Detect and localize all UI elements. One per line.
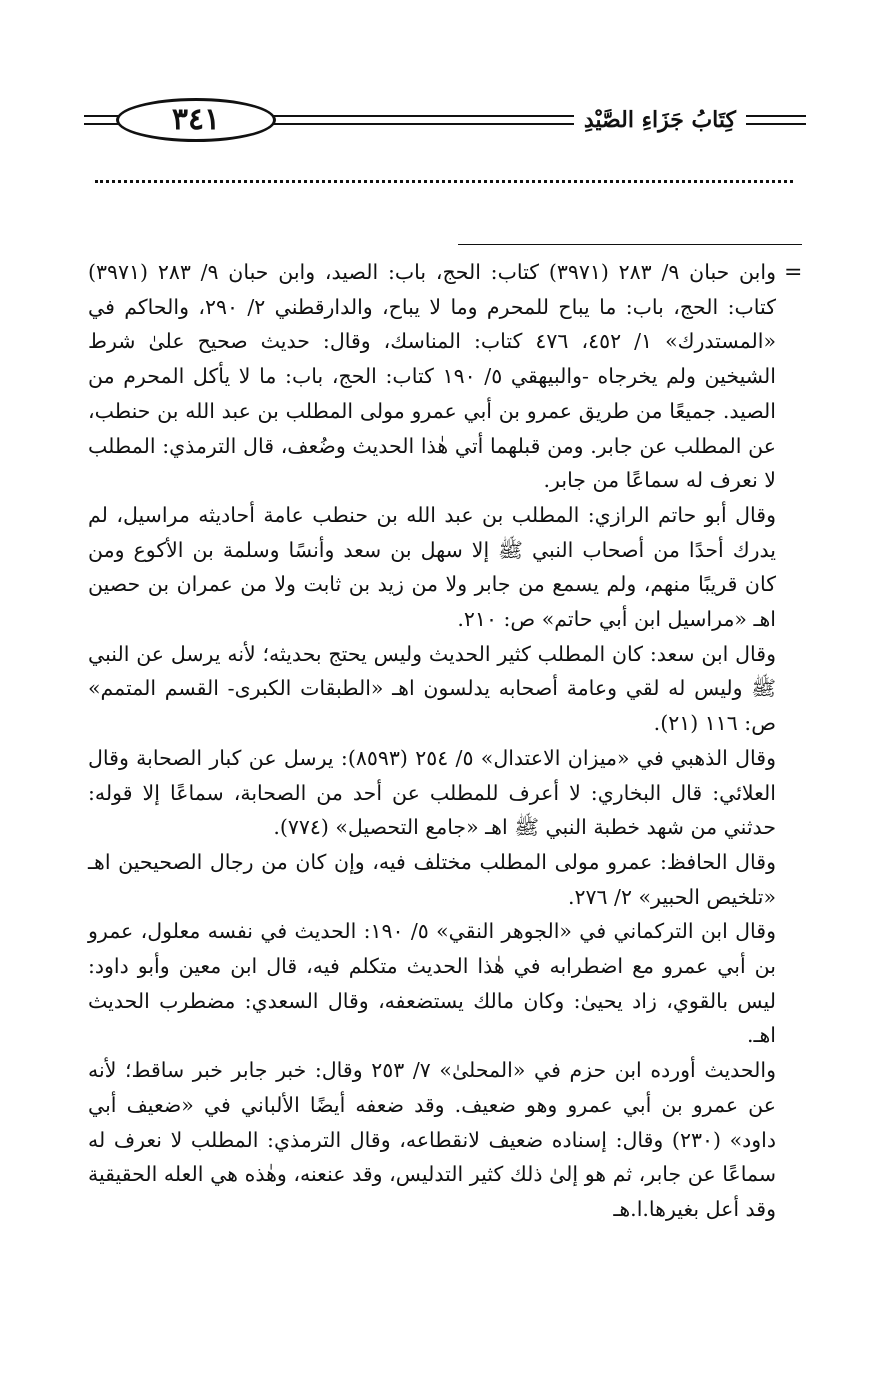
book-title: كِتَابُ جَزَاءِ الصَّيْدِ (574, 102, 746, 138)
footnote-paragraph: وقال ابن سعد: كان المطلب كثير الحديث وليس يحتج بحديثه؛ لأنه يرسل عن النبي ﷺ وليس له لقي وعامة أصحابه يدلسون اهـ «الطبقات الكبرى- القسم المتمم» ص: ١١٦ (٢١). (88, 641, 776, 736)
footnote-rule (458, 244, 802, 245)
footnote-body (88, 255, 776, 1227)
page-number: ٣٤١ (116, 98, 276, 142)
footnote-paragraph: وقال أبو حاتم الرازي: المطلب بن عبد الله بن حنطب عامة أحاديثه مراسيل، لم يدرك أحدًا من أصحاب النبي ﷺ إلا سهل بن سعد وأنسًا وسلمة بن الأكوع ومن كان قريبًا منهم، ولم يسمع من جابر ولا من زيد بن ثابت ولا من عمران بن حصين اهـ «مراسيل ابن أبي حاتم» ص: ٢١٠. (88, 502, 776, 632)
footnote-paragraph: وقال الحافظ: عمرو مولى المطلب مختلف فيه، وإن كان من رجال الصحيحين اهـ «تلخيص الحبير» ٢/ ٢٧٦. (88, 849, 776, 909)
footnote-paragraph: وقال ابن التركماني في «الجوهر النقي» ٥/ ١٩٠: الحديث في نفسه معلول، عمرو بن أبي عمرو مع اضطرابه في هٰذا الحديث متكلم فيه، قال ابن معين وأبو داود: ليس بالقوي، زاد يحيىٰ: وكان مالك يستضعفه، وقال السعدي: مضطرب الحديث اهـ. (88, 919, 776, 1048)
footnote-paragraph: وابن حبان ٩/ ٢٨٣ (٣٩٧١) كتاب: الحج، باب: الصيد، وابن حبان ٩/ ٢٨٣ (٣٩٧١) كتاب: الحج، باب: ما يباح للمحرم وما لا يباح، والدارقطني ٢/ ٢٩٠، والحاكم في «المستدرك» ١/ ٤٥٢، ٤٧٦ كتاب: المناسك، وقال: حديث صحيح علىٰ شرط الشيخين ولم يخرجاه -والبيهقي ٥/ ١٩٠ كتاب: الحج، باب: ما لا يأكل المحرم من الصيد. جميعًا من طريق عمرو بن أبي عمرو مولى المطلب بن عبد الله بن حنطب، عن المطلب عن جابر. ومن قبلهما أتي هٰذا الحديث وضُعف، قال الترمذي: المطلب لا نعرف له سماعًا من جابر. (88, 260, 776, 493)
dotted-separator (95, 180, 793, 183)
footnote-continuation-marker: = (784, 260, 803, 285)
footnote-paragraph: وقال الذهبي في «ميزان الاعتدال» ٥/ ٢٥٤ (٨٥٩٣): يرسل عن كبار الصحابة وقال العلائي: قال البخاري: لا أعرف للمطلب عن أحد من الصحابة، سماعًا إلا قوله: حدثني من شهد خطبة النبي ﷺ اهـ «جامع التحصيل» (٧٧٤). (88, 745, 776, 840)
footnote-paragraph: والحديث أورده ابن حزم في «المحلىٰ» ٧/ ٢٥٣ وقال: خبر جابر خبر ساقط؛ لأنه عن عمرو بن أبي عمرو وهو ضعيف. وقد ضعفه أيضًا الألباني في «ضعيف أبي داود» (٢٣٠) وقال: إسناده ضعيف لانقطاعه، وقال الترمذي: المطلب لا نعرف له سماعًا عن جابر، ثم هو إلىٰ ذلك كثير التدليس، وقد عنعنه، وهٰذه هي العله الحقيقية وقد أعل بغيرها.ا.هـ (88, 1058, 776, 1221)
page-header (84, 96, 806, 146)
